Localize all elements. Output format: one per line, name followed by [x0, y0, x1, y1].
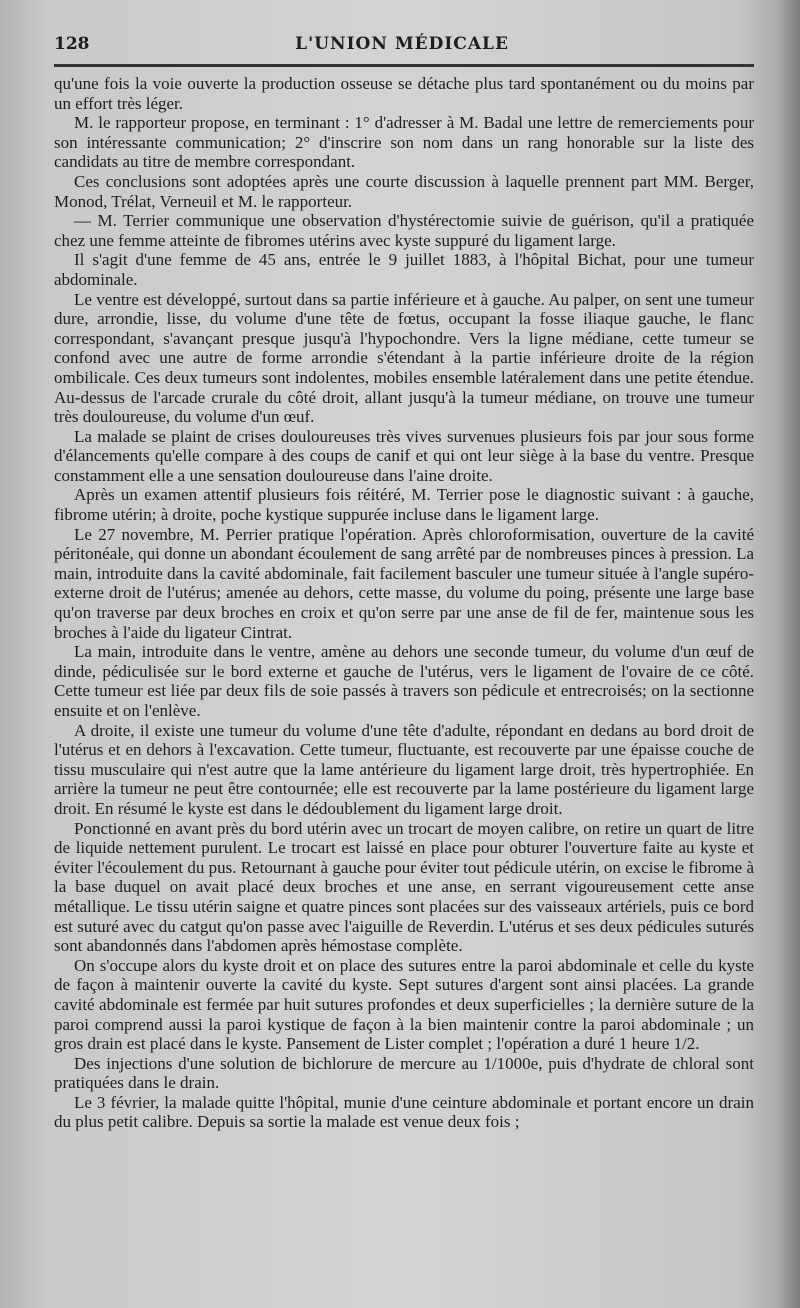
paragraph: Il s'agit d'une femme de 45 ans, entrée le 9 juillet 1883, à l'hôpital Bichat, pour une tumeur abdominale.	[54, 250, 754, 289]
paragraph: qu'une fois la voie ouverte la production osseuse se détache plus tard spontanément ou du moins par un effort très léger.	[54, 74, 754, 113]
paragraph: A droite, il existe une tumeur du volume d'une tête d'adulte, répondant en dedans au bord droit de l'utérus et en dehors à l'excavation. Cette tumeur, fluctuante, est recouverte par une épaisse couche de tissu musculaire qui n'est autre que la lame antérieure du ligament large droit, très hypertrophiée. En arrière la tumeur ne peut être contournée; elle est recouverte par la lame postérieure du ligament large droit. En résumé le kyste est dans le dédoublement du ligament large droit.	[54, 720, 754, 818]
paragraph: Après un examen attentif plusieurs fois réitéré, M. Terrier pose le diagnostic suivant : à gauche, fibrome utérin; à droite, poche kystique suppurée incluse dans le ligament large.	[54, 485, 754, 525]
page-spine-shadow	[778, 0, 800, 1308]
paragraph: Ces conclusions sont adoptées après une courte discussion à laquelle prennent part MM. Berger, Monod, Trélat, Verneuil et M. le rapporteur.	[54, 171, 754, 211]
paragraph: La malade se plaint de crises douloureuses très vives survenues plusieurs fois par jour sous forme d'élancements qu'elle compare à des coups de canif et qui ont leur siège à la base du ventre. Presque constamment elle a une sensation douloureuse dans l'aine droite.	[54, 426, 754, 485]
page-number: 128	[54, 34, 90, 54]
paragraph: La main, introduite dans le ventre, amène au dehors une seconde tumeur, du volume d'un œuf de dinde, pédiculisée sur le bord externe et gauche de l'utérus, vers le ligament de l'ovaire de ce côté. Cette tumeur est liée par deux fils de soie passés à travers son pédicule et entrecroisés; on la sectionne ensuite et on l'enlève.	[54, 642, 754, 720]
paragraph: — M. Terrier communique une observation d'hystérectomie suivie de guérison, qu'il a pratiquée chez une femme atteinte de fibromes utérins avec kyste suppuré du ligament large.	[54, 211, 754, 250]
paragraph: Le 3 février, la malade quitte l'hôpital, munie d'une ceinture abdominale et portant encore un drain du plus petit calibre. Depuis sa sortie la malade est venue deux fois ;	[54, 1092, 754, 1132]
paragraph: Des injections d'une solution de bichlorure de mercure au 1/1000e, puis d'hydrate de chloral sont pratiquées dans le drain.	[54, 1053, 754, 1093]
running-title: L'UNION MÉDICALE	[295, 34, 509, 54]
paragraph: Le 27 novembre, M. Perrier pratique l'opération. Après chloroformisation, ouverture de la cavité péritonéale, qui donne un abondant écoulement de sang arrêté par de nombreuses pinces à pression. La main, introduite dans la cavité abdominale, fait facilement basculer une tumeur située à l'angle supéro-externe droit de l'utérus; amenée au dehors, cette masse, du volume du poing, présente une large base qu'on traverse par deux broches en croix et qu'on serre par une anse de fil de fer, maintenue sous les broches à l'aide du ligateur Cintrat.	[54, 524, 754, 642]
header-rule	[54, 64, 754, 67]
article-body	[54, 74, 754, 1132]
paragraph: M. le rapporteur propose, en terminant : 1° d'adresser à M. Badal une lettre de remerciements pour son intéressante communication; 2° d'inscrire son nom dans un rang honorable sur la liste des candidats au titre de membre correspondant.	[54, 113, 754, 172]
paragraph: Ponctionné en avant près du bord utérin avec un trocart de moyen calibre, on retire un quart de litre de liquide nettement purulent. Le trocart est laissé en place pour obturer l'ouverture faite au kyste et éviter l'écoulement du pus. Retournant à gauche pour éviter tout pédicule utérin, on excise le fibrome à la base duquel on avait placé deux broches et une anse, en serrant vigoureusement cette anse métallique. Le tissu utérin saigne et quatre pinces sont placées sur des vaisseaux artériels, puis ce bord est suturé avec du catgut qu'on passe avec l'aiguille de Reverdin. L'utérus et ses deux pédicules suturés sont abandonnés dans l'abdomen après hémostase complète.	[54, 818, 754, 956]
paragraph: On s'occupe alors du kyste droit et on place des sutures entre la paroi abdominale et celle du kyste de façon à maintenir ouverte la cavité du kyste. Sept sutures d'argent sont ainsi placées. La grande cavité abdominale est fermée par huit sutures profondes et deux superficielles ; la dernière suture de la paroi comprend aussi la paroi kystique de façon à la bien maintenir contre la paroi abdominale ; un gros drain est placé dans le kyste. Pansement de Lister complet ; l'opération a duré 1 heure 1/2.	[54, 955, 754, 1054]
paragraph: Le ventre est développé, surtout dans sa partie inférieure et à gauche. Au palper, on sent une tumeur dure, arrondie, lisse, du volume d'une tête de fœtus, occupant la fosse iliaque gauche, le flanc correspondant, s'avançant presque jusqu'à l'hypochondre. Vers la ligne médiane, cette tumeur se confond avec une autre de forme arrondie s'étendant à la partie inférieure droite de la région ombilicale. Ces deux tumeurs sont indolentes, mobiles ensemble latéralement dans une petite étendue. Au-dessus de l'arcade crurale du côté droit, allant jusqu'à la tumeur médiane, on trouve une tumeur très douloureuse, du volume d'un œuf.	[54, 289, 754, 427]
page-header	[54, 32, 750, 62]
